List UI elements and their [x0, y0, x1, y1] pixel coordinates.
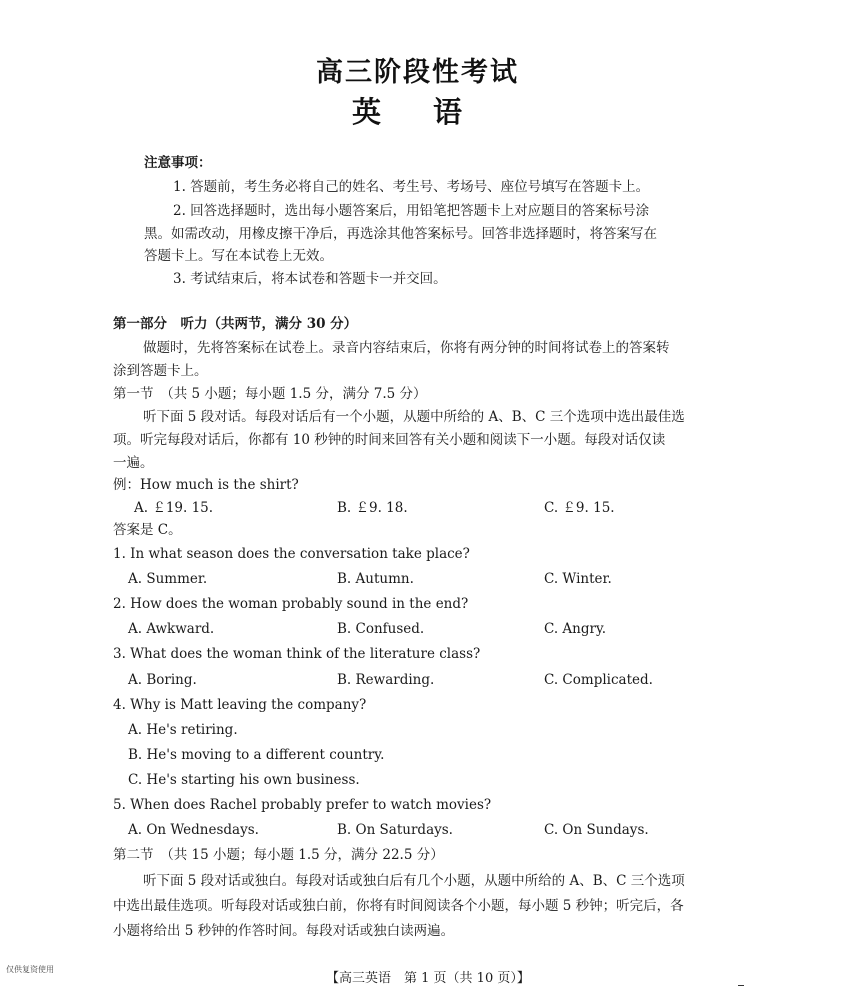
q2-option-a: A. Awkward.	[128, 621, 215, 637]
section2-intro-line: 中选出最佳选项。听每段对话或独白前，你将有时间阅读各个小题，每小题 5 秒钟；听完后，各	[113, 898, 684, 914]
notice-heading: 注意事项：	[144, 155, 212, 171]
subject-title	[352, 90, 462, 131]
question-5: 5. When does Rachel probably prefer to watch movies?	[113, 797, 492, 813]
part1-heading: 第一部分 听力（共两节，满分 30 分）	[113, 316, 358, 332]
example-option-c: C. ￡9. 15.	[544, 500, 615, 516]
q1-option-c: C. Winter.	[544, 571, 612, 587]
section2-intro-line: 小题将给出 5 秒钟的作答时间。每段对话或独白读两遍。	[113, 923, 455, 939]
q4-option-a: A. He's retiring.	[128, 722, 238, 738]
part1-intro-line: 做题时，先将答案标在试卷上。录音内容结束后，你将有两分钟的时间将试卷上的答案转	[143, 340, 670, 356]
q3-option-a: A. Boring.	[128, 672, 197, 688]
footer-note: 仅供复资使用	[6, 965, 54, 974]
question-1: 1. In what season does the conversation take place?	[113, 546, 470, 562]
q5-option-b: B. On Saturdays.	[337, 822, 453, 838]
subject-char-2: 语	[433, 95, 463, 129]
example-answer: 答案是 C。	[113, 522, 182, 538]
part1-intro-line: 涂到答题卡上。	[113, 363, 208, 379]
example-question: 例：How much is the shirt?	[113, 477, 299, 493]
notice-line: 黑。如需改动，用橡皮擦干净后，再选涂其他答案标号。回答非选择题时，将答案写在	[144, 226, 657, 242]
section2-heading: 第二节 （共 15 小题；每小题 1.5 分，满分 22.5 分）	[113, 847, 444, 863]
exam-title: 高三阶段性考试	[316, 57, 519, 88]
notice-line: 2. 回答选择题时，选出每小题答案后，用铅笔把答题卡上对应题目的答案标号涂	[173, 203, 650, 219]
question-4: 4. Why is Matt leaving the company?	[113, 697, 367, 713]
section1-intro-line: 一遍。	[113, 455, 154, 471]
page-number: 【高三英语 第 1 页（共 10 页）】	[326, 971, 530, 986]
q4-option-c: C. He's starting his own business.	[128, 772, 360, 788]
q2-option-b: B. Confused.	[337, 621, 425, 637]
question-2: 2. How does the woman probably sound in the end?	[113, 596, 469, 612]
section1-intro-line: 听下面 5 段对话。每段对话后有一个小题，从题中所给的 A、B、C 三个选项中选出最佳选	[143, 409, 685, 425]
example-option-b: B. ￡9. 18.	[337, 500, 408, 516]
q3-option-c: C. Complicated.	[544, 672, 653, 688]
notice-line: 1. 答题前，考生务必将自己的姓名、考生号、考场号、座位号填写在答题卡上。	[173, 179, 650, 195]
q3-option-b: B. Rewarding.	[337, 672, 435, 688]
section1-intro-line: 项。听完每段对话后，你都有 10 秒钟的时间来回答有关小题和阅读下一小题。每段对话仅读	[113, 432, 666, 448]
question-3: 3. What does the woman think of the literature class?	[113, 646, 481, 662]
example-option-a: A. ￡19. 15.	[134, 500, 214, 516]
footer-dash	[738, 985, 744, 986]
q4-option-b: B. He's moving to a different country.	[128, 747, 385, 763]
section1-heading: 第一节 （共 5 小题；每小题 1.5 分，满分 7.5 分）	[113, 386, 427, 402]
notice-line: 答题卡上。写在本试卷上无效。	[144, 248, 333, 264]
q5-option-a: A. On Wednesdays.	[128, 822, 259, 838]
q2-option-c: C. Angry.	[544, 621, 607, 637]
notice-line: 3. 考试结束后，将本试卷和答题卡一并交回。	[173, 271, 447, 287]
section2-intro-line: 听下面 5 段对话或独白。每段对话或独白后有几个小题，从题中所给的 A、B、C 三个选项	[143, 873, 685, 889]
q1-option-b: B. Autumn.	[337, 571, 414, 587]
subject-char-1: 英	[352, 95, 382, 129]
q1-option-a: A. Summer.	[128, 571, 208, 587]
q5-option-c: C. On Sundays.	[544, 822, 649, 838]
